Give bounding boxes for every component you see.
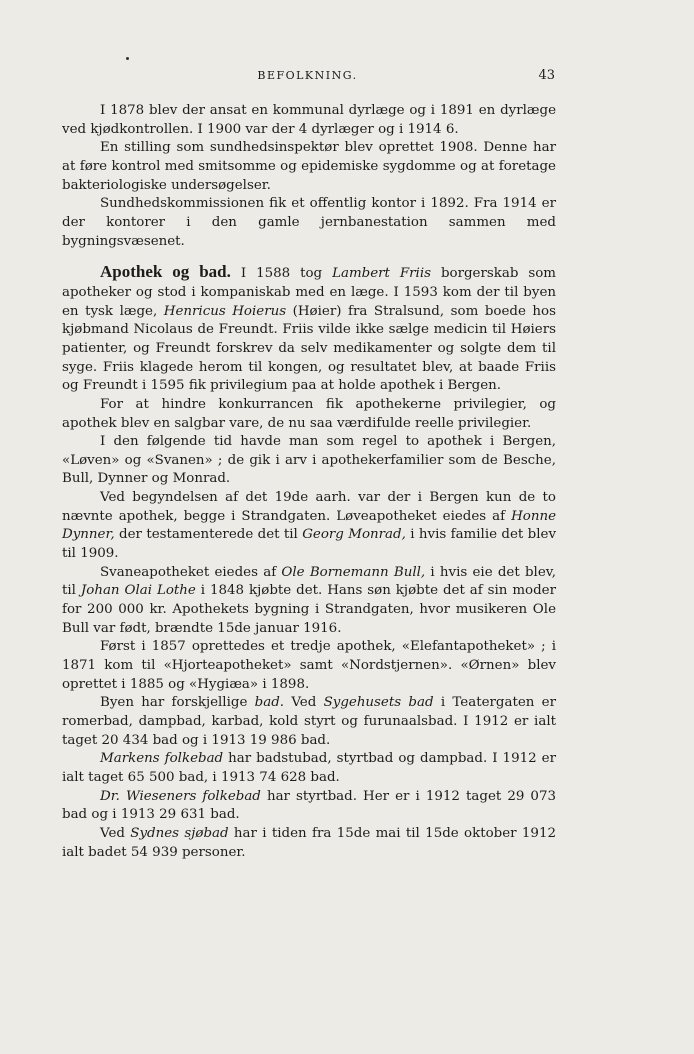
paragraph-wieseners-folkebad: Dr. Wieseners folkebad har styrtbad. Her er i 1912 taget 29 073 bad og i 1913 29 631 bad. (62, 788, 556, 823)
paragraph-bad: Byen har forskjellige bad. Ved Sygehusets bad i Teatergaten er romerbad, dampbad, karbad, kold styrt og furunaalsbad. I 1912 er ialt taget 20 434 bad og i 1913 19 986 bad. (62, 695, 556, 748)
section-heading: Apothek og bad. (100, 262, 231, 282)
paragraph-to-apothek: I den følgende tid havde man som regel to apothek i Bergen, «Løven» og «Svanen» ; de gik i arv i apothekerfamilier som de Besche, Bull, Dynner og Monrad. (62, 434, 556, 487)
paragraph-svaneapotheket: Svaneapotheket eiedes af Ole Bornemann Bull, i hvis eie det blev, til Johan Olai Lothe i 1848 kjøbte det. Hans søn kjøbte det af sin moder for 200 000 kr. Apothekets bygning i Strandgaten, hvor musikeren Ole Bull var født, brændte 15de januar 1916. (62, 564, 557, 636)
paragraph-konkurrance: For at hindre konkurrancen fik apothekerne privilegier, og apothek blev en salgbar vare, de nu saa værdifulde reelle privilegier. (62, 396, 556, 431)
paragraph-markens-folkebad: Markens folkebad har badstubad, styrtbad og dampbad. I 1912 er ialt taget 65 500 bad, i 1913 74 628 bad. (62, 751, 556, 785)
running-title: BEFOLKNING. (257, 69, 358, 82)
paragraph-apothek: Apothek og bad. I 1588 tog Lambert Friis borgerskab som apotheker og stod i kompaniskab med en læge. I 1593 kom der til byen en tysk læge, Henricus Hoierus (Høier) fra Stralsund, som boede hos kjøbmand Nicolaus de Freundt. Friis vilde ikke sælge medicin til Høiers patienter, og Freundt forskrev da selv medikamenter og solgte dem til syge. Friis klagede herom til kongen, og resultatet blev, at baade Friis og Freundt i 1595 fik privilegium paa at holde apothek i Bergen. (62, 262, 556, 394)
paragraph-sundhedsinspektor: En stilling som sundhedsinspektør blev oprettet 1908. Denne har at føre kontrol med smitsomme og epidemiske sygdomme og at foretage bakteriologiske undersøgelser. (62, 140, 556, 193)
paragraph-dyrlaege: I 1878 blev der ansat en kommunal dyrlæge og i 1891 en dyrlæge ved kjødkontrollen. I 1900 var der 4 dyrlæger og i 1914 6. (62, 103, 556, 137)
running-header (60, 69, 555, 85)
print-speck (126, 57, 129, 60)
paragraph-tredje-apothek: Først i 1857 oprettedes et tredje apothek, «Elefantapotheket» ; i 1871 kom til «Hjorteapotheket» samt «Nordstjernen». «Ørnen» blev oprettet i 1885 og «Hygiæa» i 1898. (62, 639, 556, 692)
paragraph-loveapotheket: Ved begyndelsen af det 19de aarh. var der i Bergen kun de to nævnte apothek, begge i Strandgaten. Løveapotheket eiedes af Honne Dynner, der testamenterede det til Georg Monrad, i hvis familie det blev til 1909. (62, 490, 557, 562)
page-number: 43 (538, 68, 555, 83)
paragraph-sundhedskommission: Sundhedskommissionen fik et offentlig kontor i 1892. Fra 1914 er der kontorer i den gamle jernbanestation sammen med bygningsvæsenet. (62, 196, 556, 249)
paragraph-sydnes-sjobad: Ved Sydnes sjøbad har i tiden fra 15de mai til 15de oktober 1912 ialt badet 54 939 personer. (62, 825, 556, 860)
body-text (62, 102, 556, 862)
